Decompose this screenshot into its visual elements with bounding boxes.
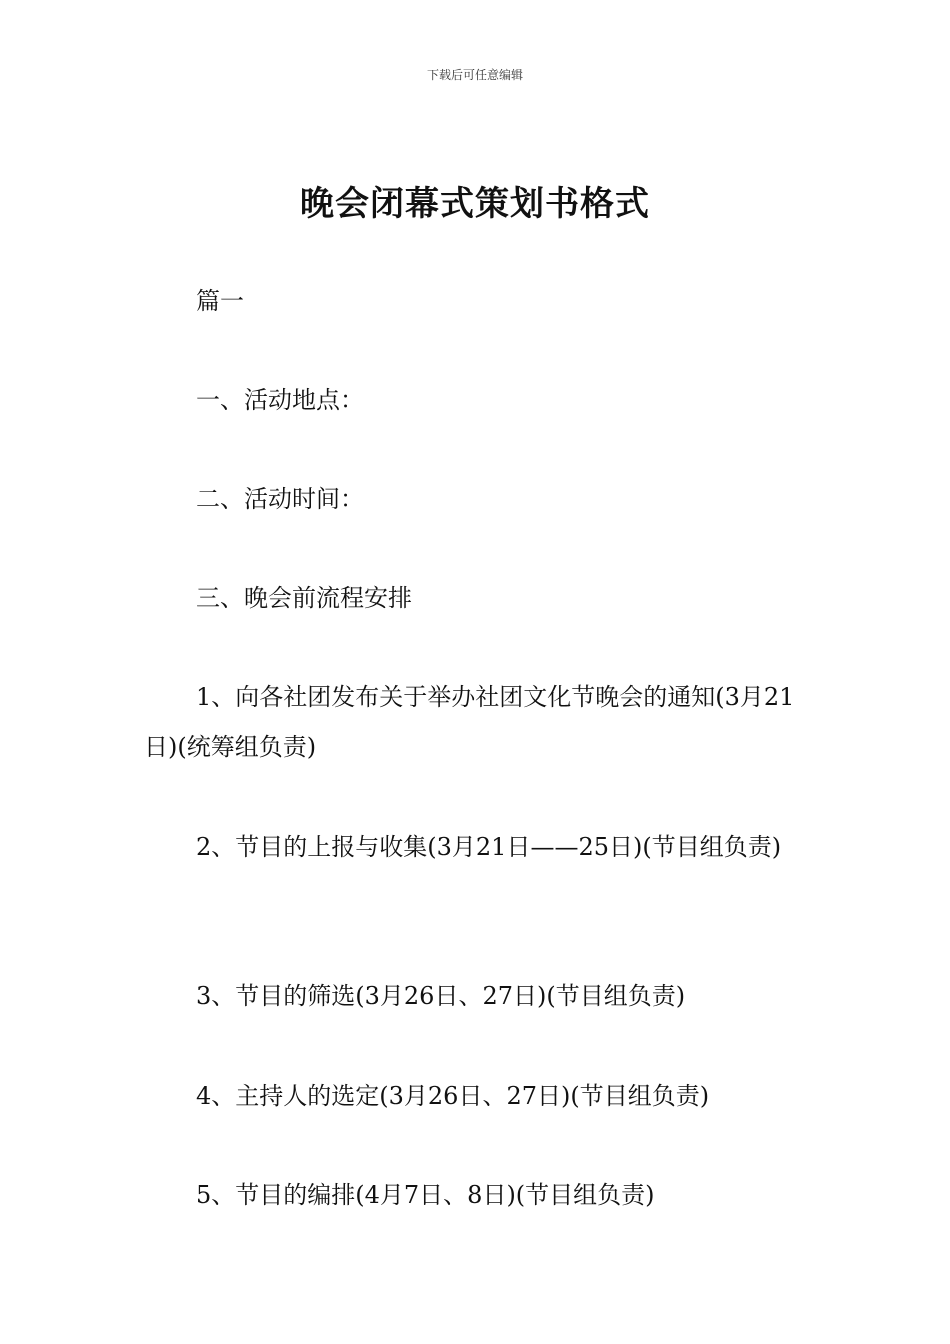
paragraph-item-5: 5、节目的编排(4月7日、8日)(节目组负责)	[196, 1181, 655, 1209]
paragraph-item-1: 1、向各社团发布关于举办社团文化节晚会的通知(3月21日)(统筹组负责)	[144, 683, 795, 761]
paragraph-activity-location: 一、活动地点：	[196, 386, 364, 414]
page-header-note: 下载后可任意编辑	[426, 68, 523, 82]
paragraph-pre-show-schedule: 三、晚会前流程安排	[196, 584, 412, 612]
paragraph-item-2: 2、节目的上报与收集(3月21日——25日)(节目组负责)	[196, 833, 782, 861]
paragraph-section-label: 篇一	[196, 287, 244, 315]
paragraph-activity-time: 二、活动时间：	[196, 485, 364, 513]
document-title: 晚会闭幕式策划书格式	[300, 184, 650, 224]
paragraph-item-4: 4、主持人的选定(3月26日、27日)(节目组负责)	[196, 1082, 710, 1110]
paragraph-item-3: 3、节目的筛选(3月26日、27日)(节目组负责)	[196, 982, 686, 1010]
